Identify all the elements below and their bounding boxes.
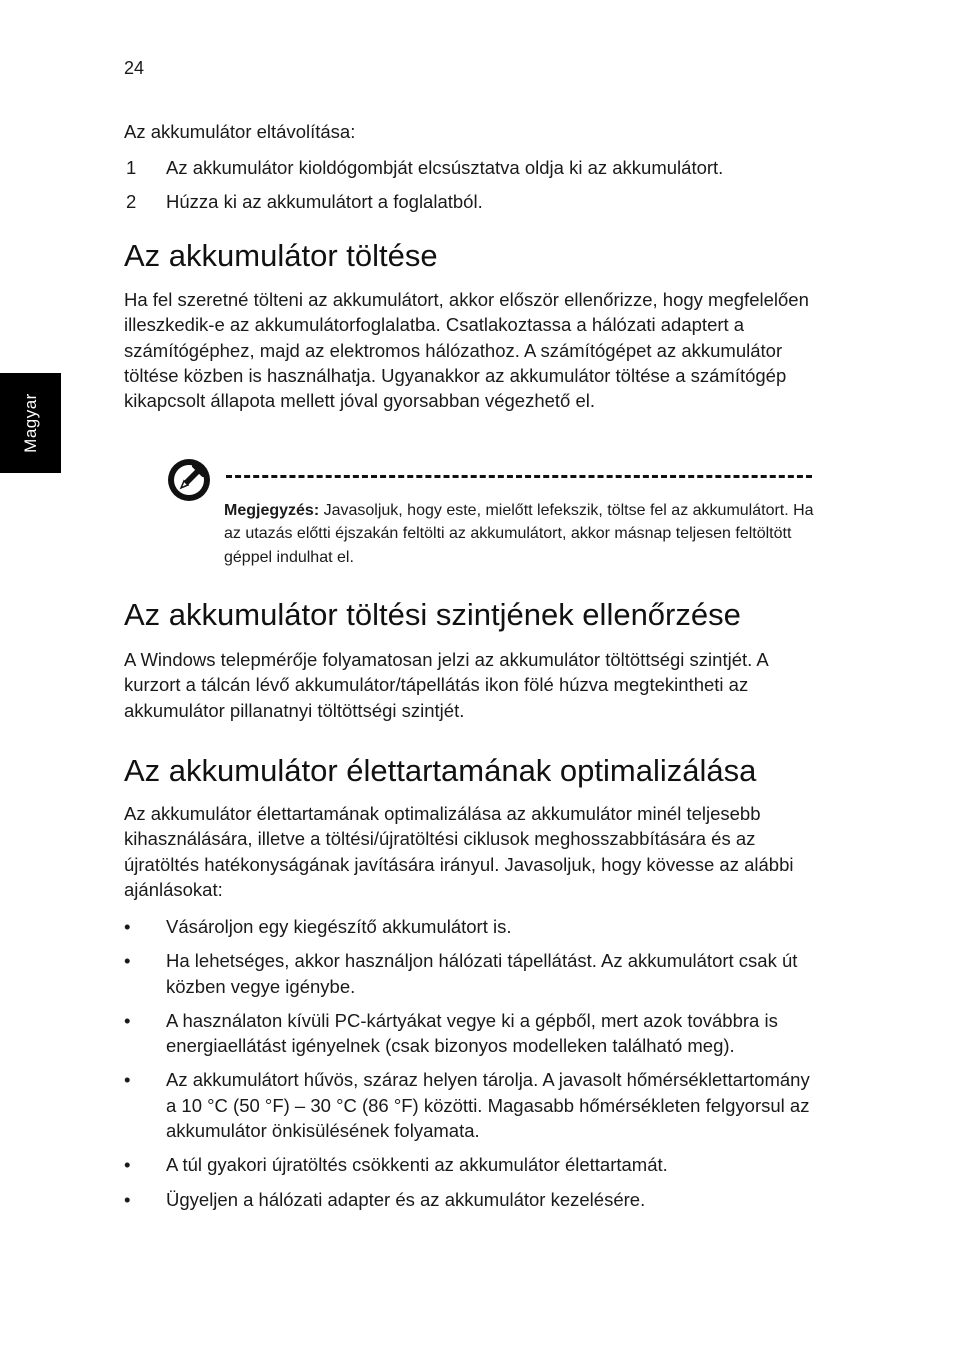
list-item bbox=[124, 1067, 824, 1143]
optimization-paragraph: Az akkumulátor élettartamának optimalizálása az akkumulátor minél teljesebb kihasználására, illetve a töltési/újratöltési ciklusok meghosszabbítására és az újratöltés hatékonyságának javítására irányul. Javasoljuk, hogy kövesse az alábbi ajánlásokat: bbox=[124, 803, 794, 900]
step-number: 1 bbox=[126, 157, 137, 178]
charging-paragraph: Ha fel szeretné tölteni az akkumulátort, akkor először ellenőrizze, hogy megfelelően illeszkedik-e az akkumulátorfoglalatba. Csatlakoztassa a hálózati adaptert a számítógéphez, majd az elektromos hálózathoz. A számítógépet az akkumulátor töltése közben is használhatja. Ugyanakkor az akkumulátor töltése a számítógép kikapcsolt állapota mellett jóval gyorsabban végezhető el. bbox=[124, 289, 809, 412]
side-tab-label: Magyar bbox=[20, 393, 40, 453]
note-text bbox=[224, 499, 814, 569]
list-item bbox=[124, 914, 824, 939]
bullet: • bbox=[124, 950, 131, 972]
removal-steps bbox=[124, 155, 824, 224]
page-number: 24 bbox=[124, 58, 145, 78]
list-item bbox=[124, 948, 824, 999]
tip-text: Ügyeljen a hálózati adapter és az akkumulátor kezelésére. bbox=[166, 1188, 646, 1210]
tip-text: Ha lehetséges, akkor használjon hálózati tápellátást. Az akkumulátort csak út közben vegye igénybe. bbox=[166, 950, 798, 997]
step-text: Húzza ki az akkumulátort a foglalatból. bbox=[166, 191, 483, 213]
list-item bbox=[124, 1187, 824, 1212]
note-pencil-icon bbox=[166, 457, 212, 503]
language-side-tab bbox=[0, 373, 61, 473]
bullet: • bbox=[124, 1154, 131, 1176]
list-item bbox=[124, 155, 824, 180]
tip-text: A használaton kívüli PC-kártyákat vegye ki a gépből, mert azok továbbra is energiaellátást igényelnek (csak bizonyos modelleken található meg). bbox=[166, 1009, 778, 1057]
tip-text: Az akkumulátort hűvös, száraz helyen tárolja. A javasolt hőmérséklettartomány a 10 °C (50 °F) – 30 °C (86 °F) közötti. Magasabb hőmérsékleten felgyorsul az akkumulátor önkisülésének folyamata. bbox=[166, 1069, 810, 1142]
list-item bbox=[124, 189, 824, 214]
tip-text: Vásároljon egy kiegészítő akkumulátort is. bbox=[166, 916, 512, 937]
tip-text: A túl gyakori újratöltés csökkenti az akkumulátor élettartamát. bbox=[166, 1154, 668, 1176]
bullet: • bbox=[124, 1188, 131, 1210]
section-heading-optimization: Az akkumulátor élettartamának optimalizálása bbox=[124, 753, 757, 788]
step-number: 2 bbox=[126, 191, 137, 213]
section-heading-charging: Az akkumulátor töltése bbox=[124, 238, 438, 273]
bullet: • bbox=[124, 1009, 131, 1031]
list-item bbox=[124, 1008, 824, 1059]
bullet: • bbox=[124, 916, 131, 937]
removal-intro: Az akkumulátor eltávolítása: bbox=[124, 121, 356, 142]
note-body: Javasoljuk, hogy este, mielőtt lefekszik, töltse fel az akkumulátort. Ha az utazás előtti éjszakán feltölti az akkumulátort, akkor másnap teljesen feltöltött géppel indulhat el. bbox=[224, 502, 814, 566]
note-label: Megjegyzés: bbox=[224, 502, 320, 519]
level-paragraph: A Windows telepmérője folyamatosan jelzi az akkumulátor töltöttségi szintjét. A kurzort a tálcán lévő akkumulátor/tápellátás ikon fölé húzva megtekintheti az akkumulátor pillanatnyi töltöttségi szintjét. bbox=[124, 649, 768, 721]
note-divider bbox=[226, 475, 812, 478]
section-heading-level: Az akkumulátor töltési szintjének ellenőrzése bbox=[124, 597, 741, 632]
step-text: Az akkumulátor kioldógombját elcsúsztatva oldja ki az akkumulátort. bbox=[166, 157, 724, 178]
list-item bbox=[124, 1152, 824, 1177]
bullet: • bbox=[124, 1069, 131, 1091]
optimization-tips bbox=[124, 914, 824, 1221]
